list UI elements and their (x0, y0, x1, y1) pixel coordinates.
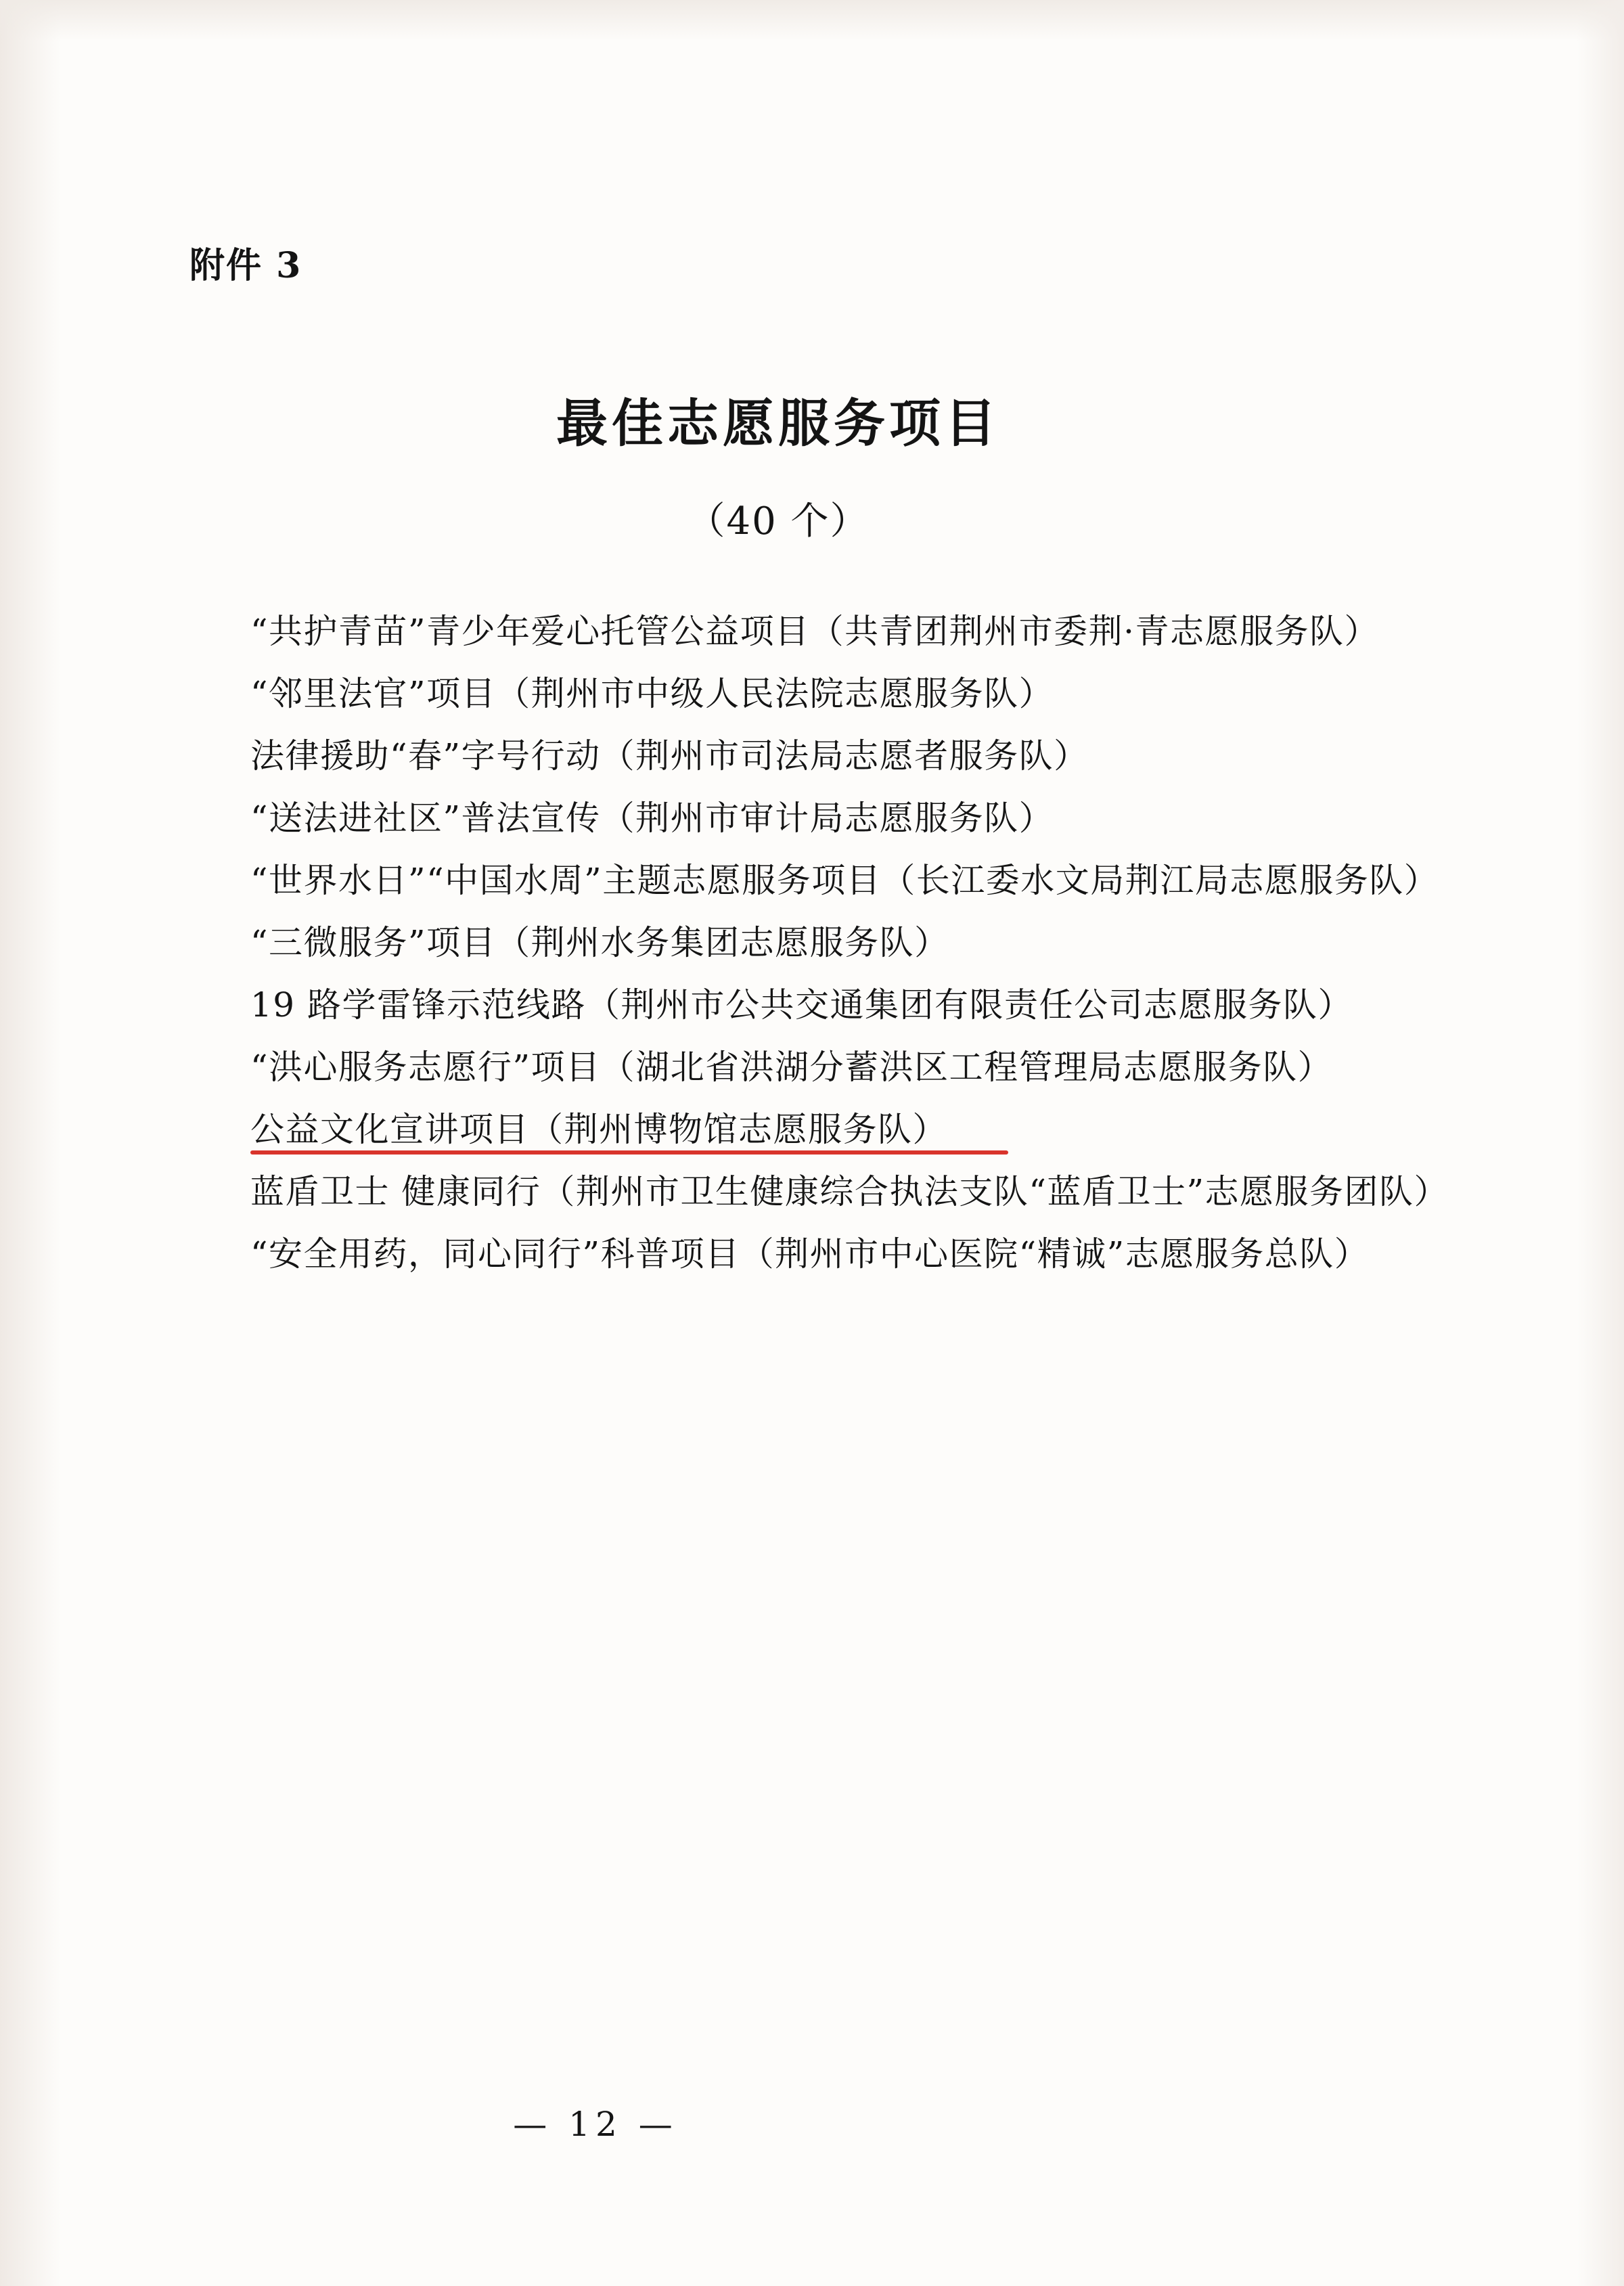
document-content (183, 237, 1455, 1288)
attachment-label: 附件 3 (189, 245, 302, 286)
project-list (183, 604, 1455, 1282)
list-item-highlighted (183, 1102, 1455, 1157)
list-item: “送法进社区”普法宣传（荆州市审计局志愿服务队） (250, 799, 1054, 838)
list-item: “三微服务”项目（荆州水务集团志愿服务队） (250, 923, 949, 962)
page-subtitle: （40 个） (687, 499, 870, 543)
list-item-highlighted-text: 公益文化宣讲项目（荆州博物馆志愿服务队） (250, 1110, 947, 1149)
list-item: 蓝盾卫士 健康同行（荆州市卫生健康综合执法支队“蓝盾卫士”志愿服务团队） (250, 1172, 1449, 1211)
page-title: 最佳志愿服务项目 (556, 393, 1000, 453)
list-item: “邻里法官”项目（荆州市中级人民法院志愿服务队） (250, 674, 1054, 713)
red-underline-annotation (250, 1150, 1008, 1155)
scan-edge-top (0, 0, 1624, 41)
page-number: — 12 — (513, 2105, 678, 2144)
list-item: “世界水日”“中国水周”主题志愿服务项目（长江委水文局荆江局志愿服务队） (250, 861, 1439, 900)
scan-edge-left (0, 0, 61, 2286)
list-item: 19 路学雷锋示范线路（荆州市公共交通集团有限责任公司志愿服务队） (250, 985, 1353, 1025)
scan-edge-right (1577, 0, 1624, 2286)
list-item: “洪心服务志愿行”项目（湖北省洪湖分蓄洪区工程管理局志愿服务队） (250, 1048, 1333, 1087)
list-item: “安全用药，同心同行”科普项目（荆州市中心医院“精诚”志愿服务总队） (250, 1234, 1370, 1274)
list-item: “共护青苗”青少年爱心托管公益项目（共青团荆州市委荆·青志愿服务队） (250, 612, 1380, 651)
list-item: 法律援助“春”字号行动（荆州市司法局志愿者服务队） (250, 736, 1089, 776)
